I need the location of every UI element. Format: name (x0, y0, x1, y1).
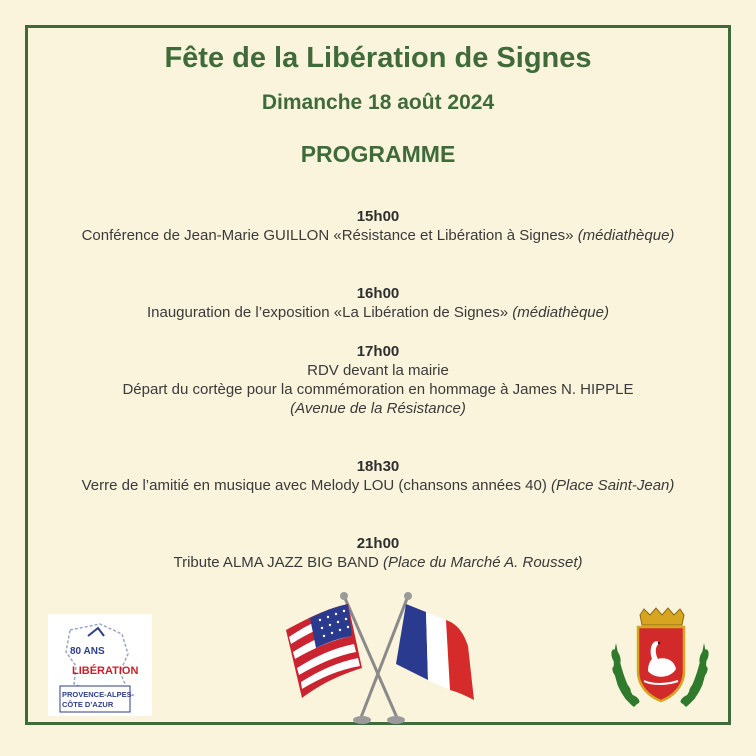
event-date: Dimanche 18 août 2024 (261, 91, 495, 114)
event-item (0, 342, 756, 418)
event-place: (Avenue de la Résistance) (290, 400, 466, 417)
event-time: 16h00 (356, 285, 400, 302)
event-description: Départ du cortège pour la commémoration en hommage à James N. HIPPLE (122, 381, 634, 398)
event-description: RDV devant la mairie (307, 362, 449, 379)
logo-region1: PROVENCE-ALPES- (62, 690, 135, 699)
crossed-us-french-flags-icon (278, 590, 478, 735)
program-heading: PROGRAMME (300, 141, 456, 167)
event-place: (médiathèque) (512, 304, 609, 321)
event-item (0, 207, 756, 245)
event-place: (Place du Marché A. Rousset) (382, 554, 583, 571)
page-title: Fête de la Libération de Signes (164, 42, 592, 74)
event-description: Conférence de Jean-Marie GUILLON «Résistance et Libération à Signes» (81, 227, 574, 244)
event-place: (médiathèque) (577, 227, 675, 244)
event-time: 18h30 (356, 458, 400, 475)
event-time: 17h00 (356, 343, 400, 360)
event-item (0, 284, 756, 322)
event-place: (Place Saint-Jean) (551, 477, 675, 494)
logo-region2: CÔTE D’AZUR (62, 700, 114, 709)
liberation-80-logo (48, 614, 152, 716)
logo-line1: 80 ANS (70, 646, 105, 657)
event-item (0, 534, 756, 572)
event-time: 15h00 (356, 208, 400, 225)
event-description: Verre de l’amitié en musique avec Melody LOU (chansons années 40) (81, 477, 547, 494)
signes-coat-of-arms-icon (604, 607, 716, 724)
event-item (0, 457, 756, 495)
event-time: 21h00 (356, 535, 400, 552)
event-description: Inauguration de l’exposition «La Libération de Signes» (146, 304, 509, 321)
event-description: Tribute ALMA JAZZ BIG BAND (173, 554, 379, 571)
logo-line2: LIBÉRATION (72, 665, 139, 677)
